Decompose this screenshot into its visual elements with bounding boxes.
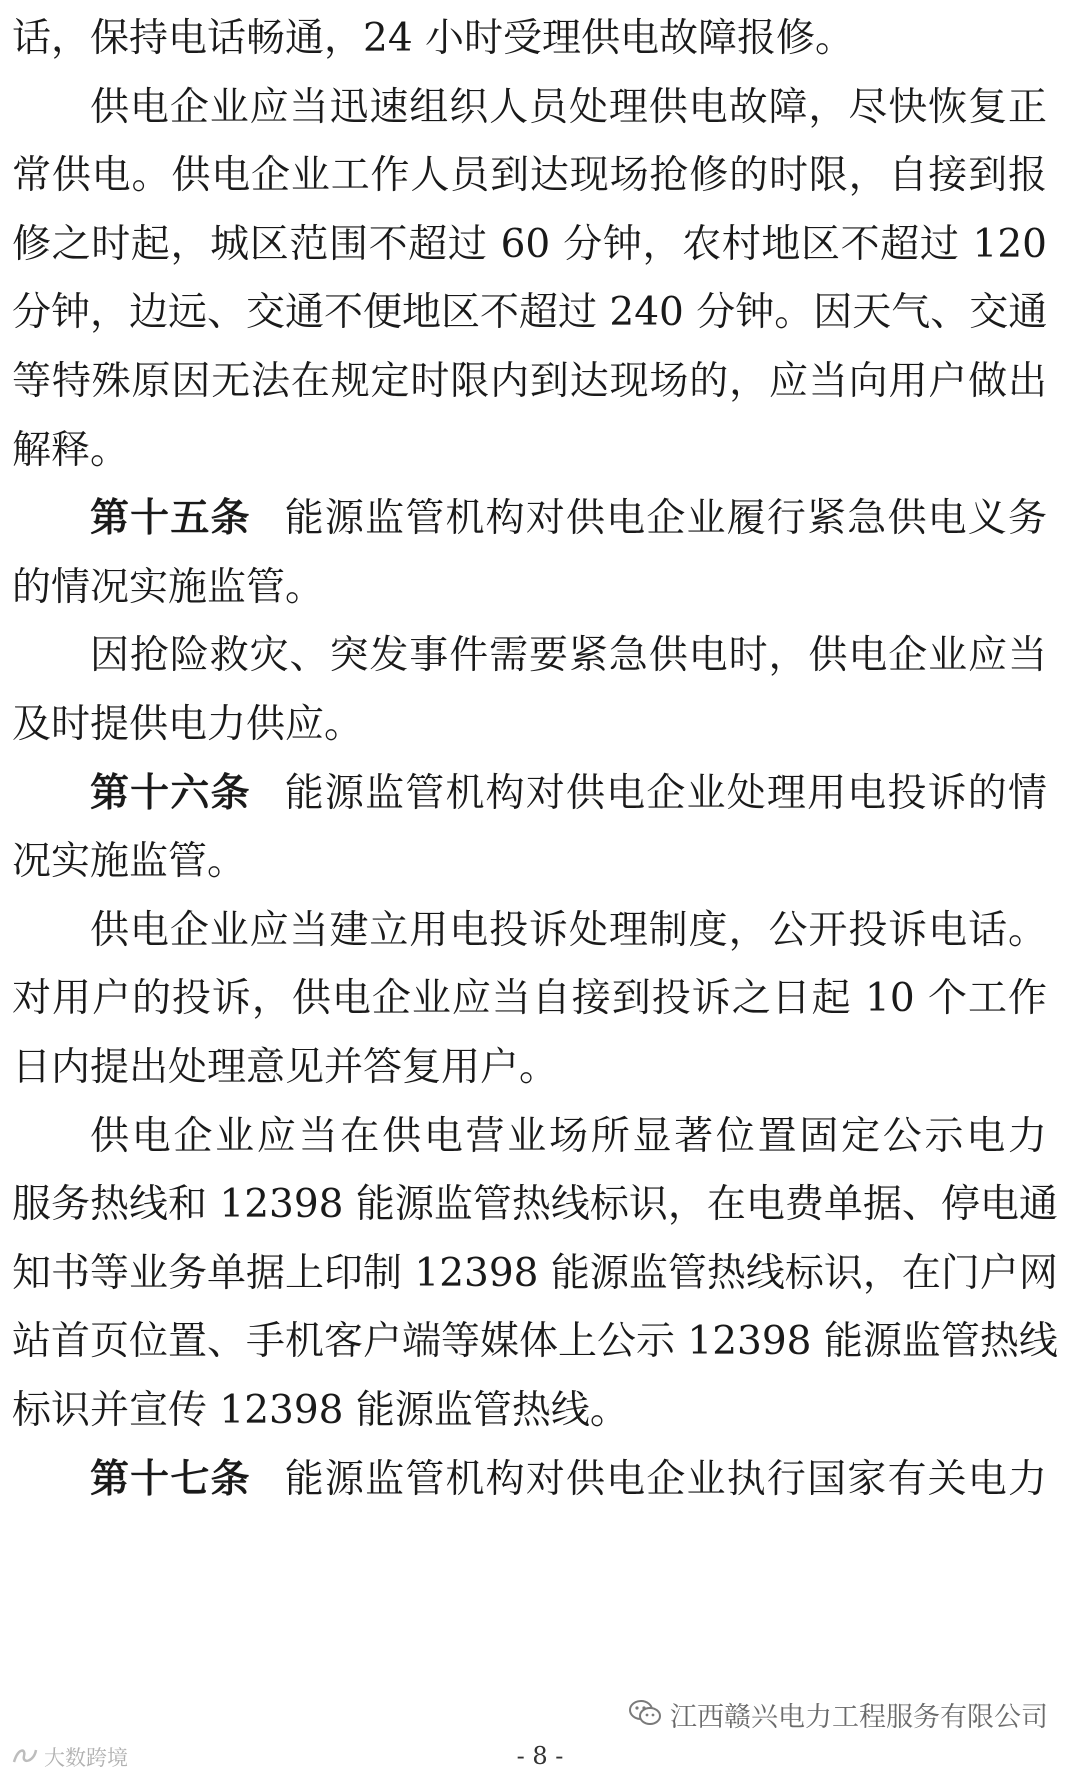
line-text: 对用户的投诉，供电企业应当自接到投诉之日起 10 个工作 (12, 976, 1047, 1021)
watermark-text: 江西赣兴电力工程服务有限公司 (670, 1702, 1048, 1733)
paragraph-line (0, 274, 1080, 351)
line-text: 话，保持电话畅通，24 小时受理供电故障报修。 (12, 16, 855, 61)
paragraph-line (0, 960, 1080, 1037)
article-number: 第十六条 (90, 770, 251, 816)
article-heading-line (0, 1441, 1080, 1518)
line-text: 分钟，边远、交通不便地区不超过 240 分钟。因天气、交通 (12, 290, 1048, 335)
line-text: 等特殊原因无法在规定时限内到达现场的，应当向用户做出 (12, 359, 1047, 404)
paragraph-line (0, 1029, 1080, 1106)
line-text: 标识并宣传 12398 能源监管热线。 (12, 1388, 629, 1433)
line-text: 日内提出处理意见并答复用户。 (12, 1045, 559, 1090)
brand-text: 大数跨境 (44, 1746, 128, 1770)
paragraph-line (0, 617, 1080, 694)
line-text: 供电企业应当在供电营业场所显著位置固定公示电力 (90, 1114, 1047, 1159)
line-text: 能源监管机构对供电企业处理用电投诉的情 (284, 771, 1047, 816)
wechat-icon (628, 1698, 662, 1740)
paragraph-line (0, 823, 1080, 900)
line-text: 及时提供电力供应。 (12, 702, 364, 747)
line-text: 供电企业应当建立用电投诉处理制度，公开投诉电话。 (90, 908, 1047, 953)
paragraph-line (0, 206, 1080, 283)
line-text: 解释。 (12, 428, 130, 473)
page-number: - 8 - (516, 1742, 564, 1770)
paragraph-line (0, 686, 1080, 763)
line-text: 供电企业应当迅速组织人员处理供电故障，尽快恢复正 (90, 85, 1047, 130)
line-text: 能源监管机构对供电企业执行国家有关电力 (284, 1457, 1047, 1502)
line-text: 常供电。供电企业工作人员到达现场抢修的时限，自接到报 (12, 153, 1047, 198)
paragraph-line (0, 1098, 1080, 1175)
line-text: 修之时起，城区范围不超过 60 分钟，农村地区不超过 120 (12, 222, 1047, 267)
watermark (628, 1697, 1048, 1739)
line-text: 因抢险救灾、突发事件需要紧急供电时，供电企业应当 (90, 633, 1047, 678)
line-text: 站首页位置、手机客户端等媒体上公示 12398 能源监管热线 (12, 1319, 1058, 1364)
paragraph-line (0, 1235, 1080, 1312)
paragraph-line (0, 412, 1080, 489)
line-text: 况实施监管。 (12, 839, 247, 884)
line-text: 知书等业务单据上印制 12398 能源监管热线标识，在门户网 (12, 1251, 1058, 1296)
article-heading-line (0, 755, 1080, 832)
article-number: 第十五条 (90, 495, 251, 541)
line-text: 能源监管机构对供电企业履行紧急供电义务 (284, 496, 1047, 541)
paragraph-line (0, 892, 1080, 969)
paragraph-line (0, 1166, 1080, 1243)
paragraph-line (0, 1303, 1080, 1380)
line-text: 的情况实施监管。 (12, 565, 325, 610)
line-text: 服务热线和 12398 能源监管热线标识，在电费单据、停电通 (12, 1182, 1058, 1227)
paragraph-line (0, 0, 1080, 77)
paragraph-line (0, 69, 1080, 146)
paragraph-line (0, 549, 1080, 626)
article-number: 第十七条 (90, 1456, 251, 1502)
paragraph-line (0, 1372, 1080, 1449)
article-heading-line (0, 480, 1080, 557)
paragraph-line (0, 343, 1080, 420)
paragraph-line (0, 137, 1080, 214)
